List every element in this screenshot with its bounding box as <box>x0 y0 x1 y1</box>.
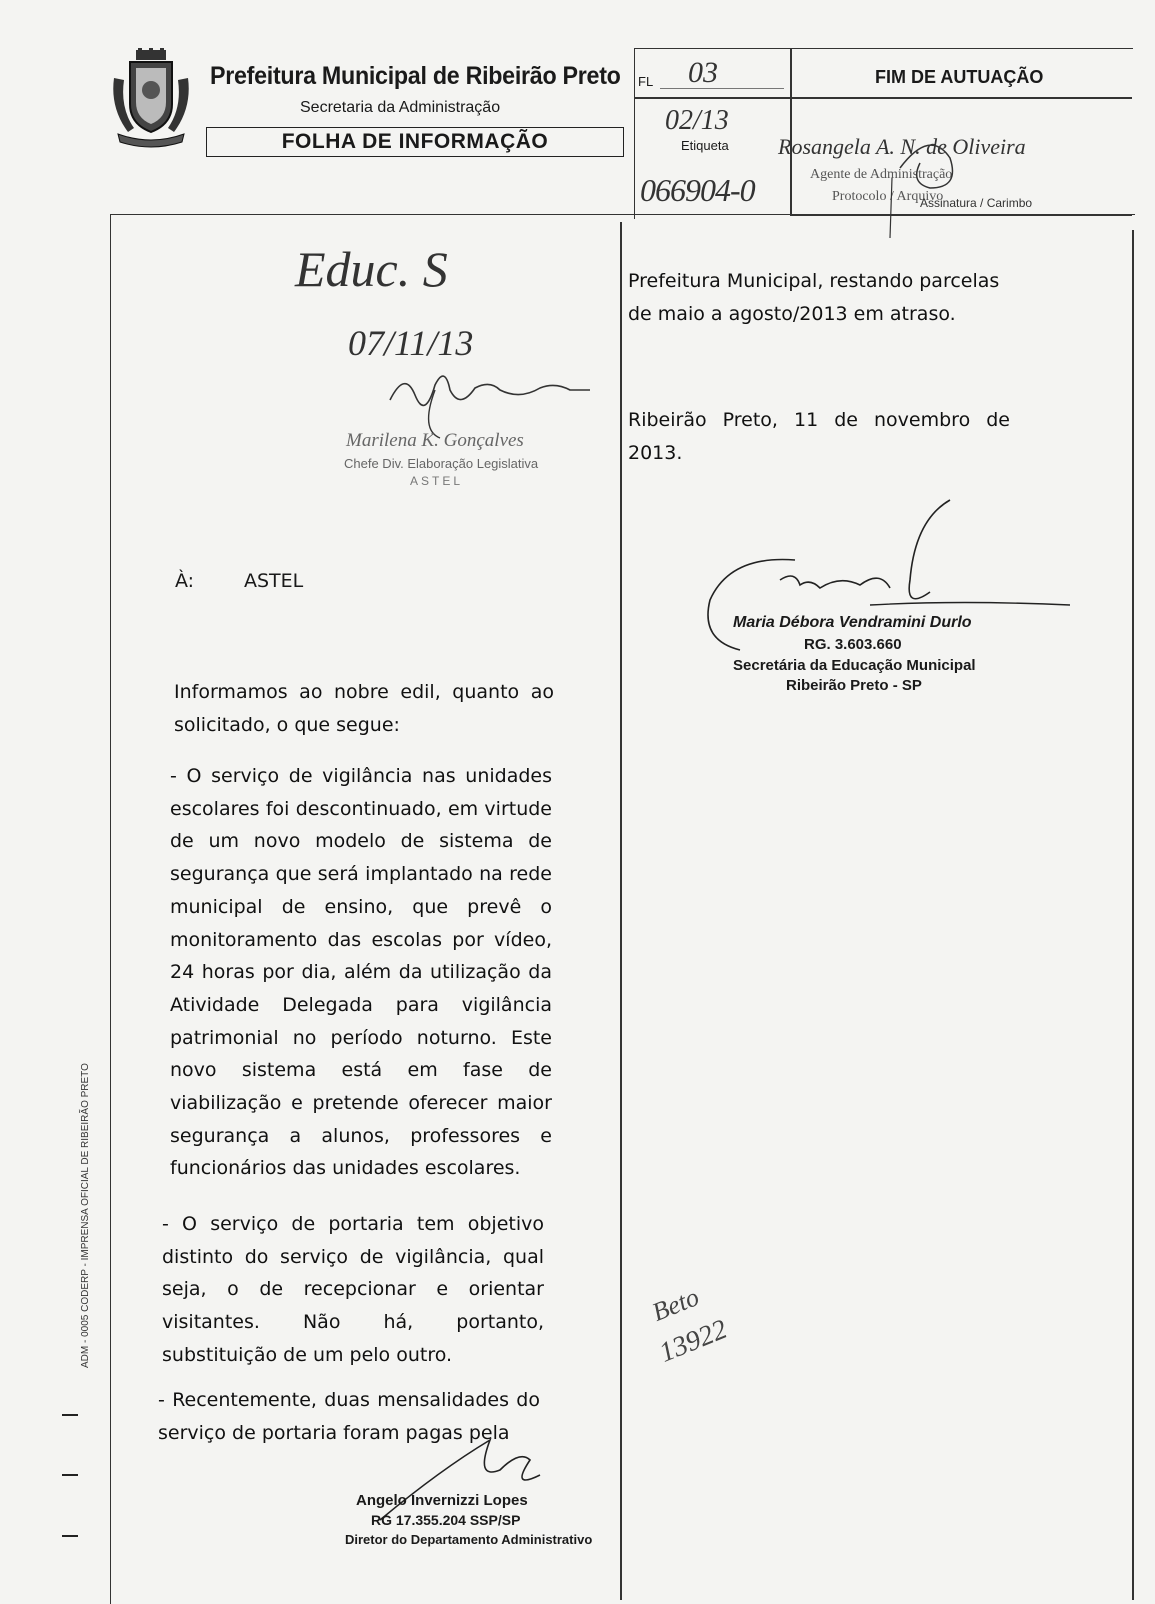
protocol-signer-title: Agente de Administração <box>810 167 953 182</box>
department-name: Secretaria da Administração <box>300 99 501 116</box>
director-name: Angelo Invernizzi Lopes <box>356 1492 528 1509</box>
protocol-signer-name: Rosangela A. N. de Oliveira <box>778 134 1026 159</box>
secretary-rg: RG. 3.603.660 <box>804 636 902 653</box>
chief-stamp-unit: ASTEL <box>410 474 464 488</box>
margin-tick <box>62 1414 78 1416</box>
letter-continuation: Prefeitura Municipal, restando parcelas de maio a agosto/2013 em atraso. <box>628 270 1000 325</box>
chief-stamp-name: Marilena K. Gonçalves <box>346 430 524 451</box>
side-imprint: ADM - 0005 CODERP - IMPRENSA OFICIAL DE RIBEIRÃO PRETO <box>80 1063 91 1368</box>
label-caption: Etiqueta <box>681 138 729 153</box>
label-number: 02/13 <box>665 105 729 136</box>
letter-item-vigilance: - O serviço de vigilância nas unidades escolares foi descontinuado, em virtude de um novo modelo de sistema de segurança que será implantado na rede municipal de ensino, que prevê o monitoramento das escolas por vídeo, 24 horas por dia, além da utilização da Atividade Delegada para vigilância patrimonial no período noturno. Este novo sistema está em fase de viabilização e pretende oferecer maior segurança a alunos, professores e funcionários das unidades escolares. <box>170 765 552 1180</box>
fl-underline <box>660 88 784 89</box>
chief-stamp-title: Chefe Div. Elaboração Legislativa <box>344 456 539 471</box>
secretary-role: Secretária da Educação Municipal <box>733 657 976 674</box>
form-title: FOLHA DE INFORMAÇÃO <box>281 130 549 153</box>
secretary-city: Ribeirão Preto - SP <box>786 677 922 694</box>
handwritten-date: 07/11/13 <box>348 323 474 363</box>
margin-tick <box>62 1474 78 1476</box>
protocol-signer-unit: Protocolo / Arquivo <box>832 189 944 204</box>
handwritten-routing-note: Educ. S <box>295 241 448 297</box>
divider <box>634 97 1132 99</box>
letter-intro: Informamos ao nobre edil, quanto ao solicitado, o que segue: <box>174 681 554 736</box>
fl-label: FL <box>638 74 654 89</box>
end-of-filing-label: FIM DE AUTUAÇÃO <box>875 67 1044 87</box>
letter-item-reception: - O serviço de portaria tem objetivo distinto do serviço de vigilância, qual seja, o de recepcionar e orientar visitantes. Não há, portanto, substituição de um pelo outro. <box>162 1213 544 1366</box>
letter-place-date: Ribeirão Preto, 11 de novembro de 2013. <box>628 409 1010 464</box>
divider <box>790 48 792 216</box>
secretary-name: Maria Débora Vendramini Durlo <box>733 614 972 631</box>
handwritten-note-name: Beto <box>648 1282 704 1327</box>
handwritten-note-number: 13922 <box>655 1313 732 1369</box>
director-role: Diretor do Departamento Administrativo <box>345 1532 593 1547</box>
fl-value: 03 <box>688 56 718 89</box>
signature-caption: Assinatura / Carimbo <box>920 196 1033 210</box>
margin-tick <box>62 1535 78 1537</box>
chief-signature-scribble <box>380 360 600 440</box>
coat-of-arms-icon <box>110 48 192 148</box>
director-rg: RG 17.355.204 SSP/SP <box>371 1512 521 1528</box>
form-title-box <box>206 127 624 157</box>
label-code: 066904-0 <box>640 172 755 208</box>
column-divider <box>620 222 622 1600</box>
frame-right-edge <box>1132 230 1134 1600</box>
recipient-value: ASTEL <box>244 570 304 592</box>
recipient-label: À: <box>175 570 195 592</box>
letter-item-payments: - Recentemente, duas mensalidades do serviço de portaria foram pagas pela <box>158 1389 540 1444</box>
organization-name: Prefeitura Municipal de Ribeirão Preto <box>210 62 621 90</box>
